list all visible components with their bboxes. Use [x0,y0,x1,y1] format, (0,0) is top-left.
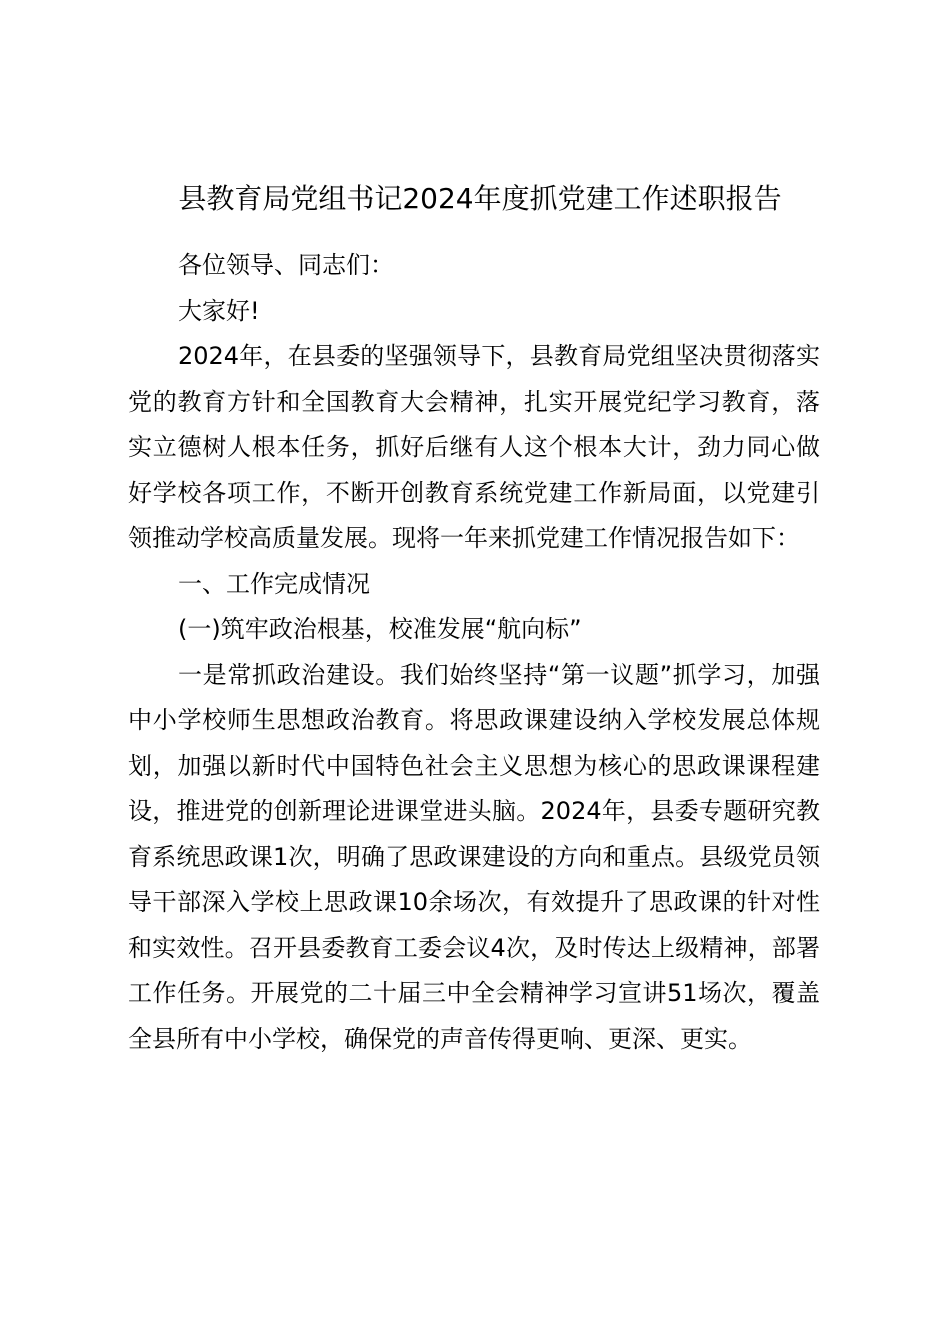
document-body [128,243,820,1062]
body-paragraph: 一是常抓政治建设。我们始终坚持“第一议题”抓学习，加强中小学校师生思想政治教育。将思政课建设纳入学校发展总体规划，加强以新时代中国特色社会主义思想为核心的思政课课程建设，推进党的创新理论进课堂进头脑。2024年，县委专题研究教育系统思政课1次，明确了思政课建设的方向和重点。县级党员领导干部深入学校上思政课10余场次，有效提升了思政课的针对性和实效性。召开县委教育工委会议4次，及时传达上级精神，部署工作任务。开展党的二十届三中全会精神学习宣讲51场次，覆盖全县所有中小学校，确保党的声音传得更响、更深、更实。 [128,660,820,1053]
section-heading: 一、工作完成情况 [178,569,370,598]
subsection-heading: (一)筑牢政治根基，校准发展“航向标” [178,615,582,643]
salutation: 各位领导、同志们： [178,251,394,279]
intro-paragraph: 2024年，在县委的坚强领导下，县教育局党组坚决贯彻落实党的教育方针和全国教育大会精神，扎实开展党纪学习教育，落实立德树人根本任务，抓好后继有人这个根本大计，劲力同心做好学校各项工作，不断开创教育系统党建工作新局面，以党建引领推动学校高质量发展。现将一年来抓党建工作情况报告如下： [128,342,820,552]
greeting: 大家好! [178,296,260,325]
document-title: 县教育局党组书记2024年度抓党建工作述职报告 [178,182,782,215]
